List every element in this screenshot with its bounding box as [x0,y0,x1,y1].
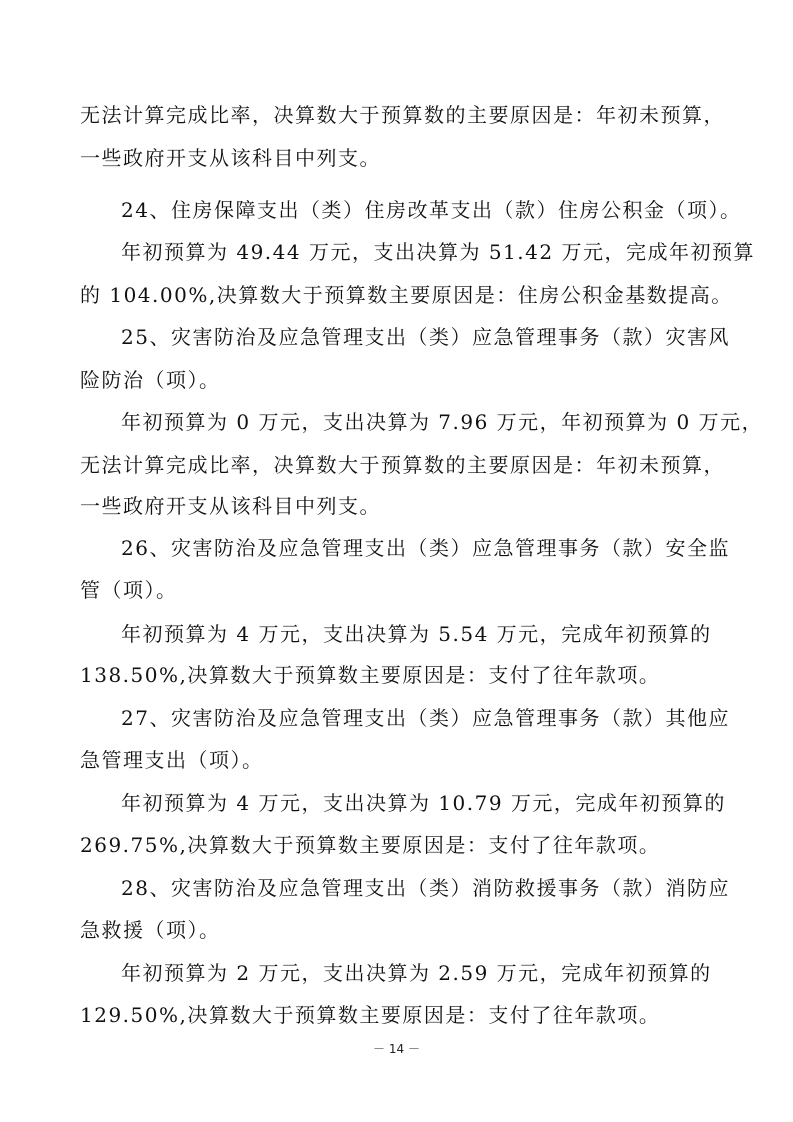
section-heading-28: 28、灾害防治及应急管理支出（类）消防救援事务（款）消防应 [121,876,730,900]
text-line: 无法计算完成比率，决算数大于预算数的主要原因是：年初未预算， [80,453,725,477]
text-line: 险防治（项）。 [80,368,221,392]
text-line: 年初预算为 2 万元，支出决算为 2.59 万元，完成年初预算的 [121,961,712,985]
text-line: 年初预算为 49.44 万元，支出决算为 51.42 万元，完成年初预算 [121,240,755,264]
text-line: 年初预算为 0 万元，支出决算为 7.96 万元，年初预算为 0 万元， [121,410,764,434]
text-line: 无法计算完成比率，决算数大于预算数的主要原因是：年初未预算， [80,103,725,127]
text-line: 的 104.00%,决算数大于预算数主要原因是：住房公积金基数提高。 [80,283,733,307]
text-line: 一些政府开支从该科目中列支。 [80,494,381,518]
text-line: 急管理支出（项）。 [80,748,264,772]
text-line: 129.50%,决算数大于预算数主要原因是：支付了往年款项。 [80,1003,661,1027]
section-heading-26: 26、灾害防治及应急管理支出（类）应急管理事务（款）安全监 [121,536,730,560]
text-line: 269.75%,决算数大于预算数主要原因是：支付了往年款项。 [80,833,661,857]
page-number: － 14 － [373,1042,420,1056]
text-line: 管（项）。 [80,578,178,602]
section-heading-27: 27、灾害防治及应急管理支出（类）应急管理事务（款）其他应 [121,706,730,730]
text-line: 138.50%,决算数大于预算数主要原因是：支付了往年款项。 [80,663,661,687]
text-line: 年初预算为 4 万元，支出决算为 10.79 万元，完成年初预算的 [121,791,726,815]
section-heading-24: 24、住房保障支出（类）住房改革支出（款）住房公积金（项）。 [121,198,742,222]
section-heading-25: 25、灾害防治及应急管理支出（类）应急管理事务（款）灾害风 [121,325,730,349]
text-line: 一些政府开支从该科目中列支。 [80,146,381,170]
text-line: 年初预算为 4 万元，支出决算为 5.54 万元，完成年初预算的 [121,622,712,646]
text-line: 急救援（项）。 [80,918,221,942]
